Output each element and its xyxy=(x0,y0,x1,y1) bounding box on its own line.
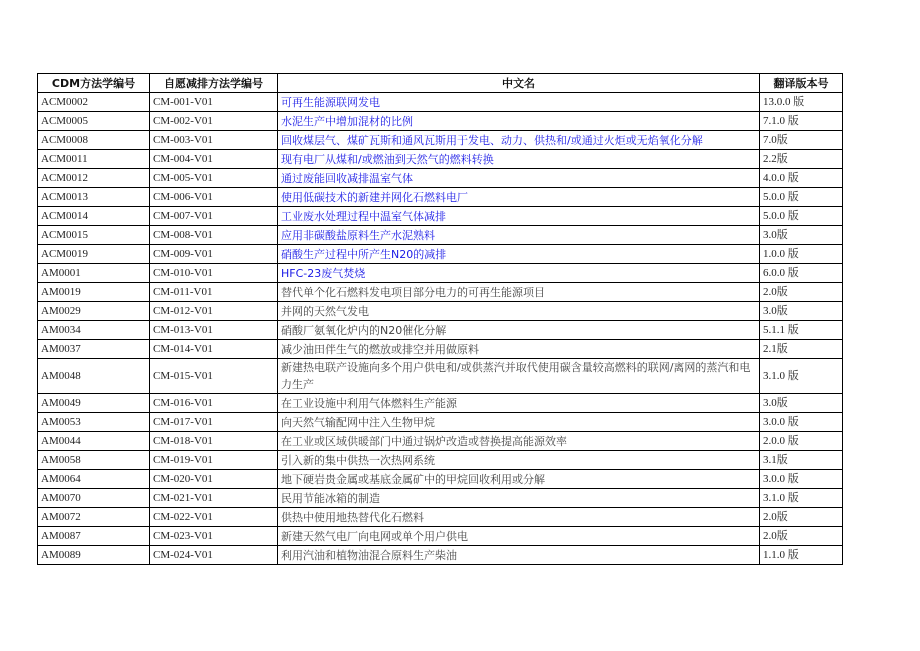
voluntary-number-cell: CM-014-V01 xyxy=(150,340,278,359)
translation-version-cell: 3.0.0 版 xyxy=(760,470,843,489)
table-row xyxy=(38,489,843,508)
methodology-name-cell: 并网的天然气发电 xyxy=(278,302,760,321)
cdm-number-cell: AM0049 xyxy=(38,394,150,413)
cdm-number-cell: ACM0011 xyxy=(38,150,150,169)
voluntary-number-cell: CM-009-V01 xyxy=(150,245,278,264)
voluntary-number-cell: CM-016-V01 xyxy=(150,394,278,413)
cdm-number-cell: ACM0014 xyxy=(38,207,150,226)
table-row xyxy=(38,321,843,340)
methodology-name-cell: 民用节能冰箱的制造 xyxy=(278,489,760,508)
table-row xyxy=(38,283,843,302)
methodology-name-link[interactable]: 现有电厂从煤和/或燃油到天然气的燃料转换 xyxy=(278,150,760,169)
methodology-table xyxy=(37,73,843,565)
translation-version-cell: 5.1.1 版 xyxy=(760,321,843,340)
translation-version-cell: 7.0版 xyxy=(760,131,843,150)
voluntary-number-cell: CM-005-V01 xyxy=(150,169,278,188)
header-chinese-name: 中文名 xyxy=(278,74,760,93)
table-body xyxy=(38,93,843,565)
table-row xyxy=(38,432,843,451)
voluntary-number-cell: CM-010-V01 xyxy=(150,264,278,283)
translation-version-cell: 1.1.0 版 xyxy=(760,546,843,565)
methodology-name-cell: 供热中使用地热替代化石燃料 xyxy=(278,508,760,527)
methodology-name-cell: 减少油田伴生气的燃放或排空并用做原料 xyxy=(278,340,760,359)
translation-version-cell: 3.1.0 版 xyxy=(760,489,843,508)
cdm-number-cell: ACM0019 xyxy=(38,245,150,264)
translation-version-cell: 2.0版 xyxy=(760,283,843,302)
voluntary-number-cell: CM-002-V01 xyxy=(150,112,278,131)
voluntary-number-cell: CM-018-V01 xyxy=(150,432,278,451)
table-row xyxy=(38,245,843,264)
methodology-name-cell: 在工业设施中利用气体燃料生产能源 xyxy=(278,394,760,413)
voluntary-number-cell: CM-007-V01 xyxy=(150,207,278,226)
methodology-name-cell: 新建天然气电厂向电网或单个用户供电 xyxy=(278,527,760,546)
methodology-name-cell: 新建热电联产设施向多个用户供电和/或供蒸汽并取代使用碳含量较高燃料的联网/离网的蒸汽和电力生产 xyxy=(278,359,760,394)
table-row xyxy=(38,112,843,131)
cdm-number-cell: AM0089 xyxy=(38,546,150,565)
cdm-number-cell: ACM0005 xyxy=(38,112,150,131)
voluntary-number-cell: CM-022-V01 xyxy=(150,508,278,527)
voluntary-number-cell: CM-011-V01 xyxy=(150,283,278,302)
table-row xyxy=(38,359,843,394)
table-header-row xyxy=(38,74,843,93)
header-cdm-number: CDM方法学编号 xyxy=(38,74,150,93)
table-row xyxy=(38,394,843,413)
voluntary-number-cell: CM-020-V01 xyxy=(150,470,278,489)
cdm-number-cell: AM0034 xyxy=(38,321,150,340)
voluntary-number-cell: CM-008-V01 xyxy=(150,226,278,245)
methodology-name-link[interactable]: 工业废水处理过程中温室气体减排 xyxy=(278,207,760,226)
table-row xyxy=(38,264,843,283)
cdm-number-cell: ACM0012 xyxy=(38,169,150,188)
table-row xyxy=(38,150,843,169)
voluntary-number-cell: CM-024-V01 xyxy=(150,546,278,565)
cdm-number-cell: ACM0013 xyxy=(38,188,150,207)
translation-version-cell: 2.0版 xyxy=(760,508,843,527)
cdm-number-cell: AM0019 xyxy=(38,283,150,302)
voluntary-number-cell: CM-023-V01 xyxy=(150,527,278,546)
cdm-number-cell: AM0072 xyxy=(38,508,150,527)
methodology-name-link[interactable]: 应用非碳酸盐原料生产水泥熟料 xyxy=(278,226,760,245)
table-row xyxy=(38,413,843,432)
methodology-name-cell: 硝酸厂氨氧化炉内的N20催化分解 xyxy=(278,321,760,340)
translation-version-cell: 13.0.0 版 xyxy=(760,93,843,112)
methodology-name-link[interactable]: 硝酸生产过程中所产生N20的减排 xyxy=(278,245,760,264)
table-row xyxy=(38,188,843,207)
cdm-number-cell: AM0048 xyxy=(38,359,150,394)
methodology-name-cell: 利用汽油和植物油混合原料生产柴油 xyxy=(278,546,760,565)
table-row xyxy=(38,93,843,112)
cdm-number-cell: AM0044 xyxy=(38,432,150,451)
translation-version-cell: 5.0.0 版 xyxy=(760,207,843,226)
voluntary-number-cell: CM-003-V01 xyxy=(150,131,278,150)
cdm-number-cell: AM0087 xyxy=(38,527,150,546)
voluntary-number-cell: CM-004-V01 xyxy=(150,150,278,169)
methodology-name-cell: 向天然气输配网中注入生物甲烷 xyxy=(278,413,760,432)
voluntary-number-cell: CM-019-V01 xyxy=(150,451,278,470)
translation-version-cell: 2.2版 xyxy=(760,150,843,169)
table-row xyxy=(38,470,843,489)
table-row xyxy=(38,451,843,470)
cdm-number-cell: AM0001 xyxy=(38,264,150,283)
methodology-name-link[interactable]: 通过废能回收减排温室气体 xyxy=(278,169,760,188)
cdm-number-cell: AM0070 xyxy=(38,489,150,508)
methodology-name-link[interactable]: 回收煤层气、煤矿瓦斯和通风瓦斯用于发电、动力、供热和/或通过火炬或无焰氧化分解 xyxy=(278,131,760,150)
voluntary-number-cell: CM-006-V01 xyxy=(150,188,278,207)
table-row xyxy=(38,207,843,226)
header-translation-version: 翻译版本号 xyxy=(760,74,843,93)
methodology-name-link[interactable]: 可再生能源联网发电 xyxy=(278,93,760,112)
translation-version-cell: 2.0.0 版 xyxy=(760,432,843,451)
methodology-name-cell: 地下硬岩贵金属或基底金属矿中的甲烷回收利用或分解 xyxy=(278,470,760,489)
methodology-name-cell: 在工业或区域供暖部门中通过锅炉改造或替换提高能源效率 xyxy=(278,432,760,451)
translation-version-cell: 6.0.0 版 xyxy=(760,264,843,283)
voluntary-number-cell: CM-013-V01 xyxy=(150,321,278,340)
translation-version-cell: 5.0.0 版 xyxy=(760,188,843,207)
translation-version-cell: 2.0版 xyxy=(760,527,843,546)
table-row xyxy=(38,131,843,150)
voluntary-number-cell: CM-015-V01 xyxy=(150,359,278,394)
translation-version-cell: 1.0.0 版 xyxy=(760,245,843,264)
cdm-number-cell: ACM0008 xyxy=(38,131,150,150)
translation-version-cell: 3.1.0 版 xyxy=(760,359,843,394)
table-row xyxy=(38,527,843,546)
methodology-name-link[interactable]: 水泥生产中增加混材的比例 xyxy=(278,112,760,131)
methodology-name-link[interactable]: HFC-23废气焚烧 xyxy=(278,264,760,283)
translation-version-cell: 3.0版 xyxy=(760,394,843,413)
table-row xyxy=(38,226,843,245)
cdm-number-cell: AM0053 xyxy=(38,413,150,432)
cdm-number-cell: ACM0002 xyxy=(38,93,150,112)
table-row xyxy=(38,169,843,188)
methodology-name-cell: 引入新的集中供热一次热网系统 xyxy=(278,451,760,470)
translation-version-cell: 3.0版 xyxy=(760,226,843,245)
cdm-number-cell: ACM0015 xyxy=(38,226,150,245)
voluntary-number-cell: CM-017-V01 xyxy=(150,413,278,432)
methodology-name-link[interactable]: 使用低碳技术的新建并网化石燃料电厂 xyxy=(278,188,760,207)
table-row xyxy=(38,546,843,565)
table-row xyxy=(38,302,843,321)
voluntary-number-cell: CM-021-V01 xyxy=(150,489,278,508)
translation-version-cell: 2.1版 xyxy=(760,340,843,359)
header-voluntary-number: 自愿减排方法学编号 xyxy=(150,74,278,93)
table-row xyxy=(38,340,843,359)
voluntary-number-cell: CM-001-V01 xyxy=(150,93,278,112)
translation-version-cell: 4.0.0 版 xyxy=(760,169,843,188)
cdm-number-cell: AM0064 xyxy=(38,470,150,489)
table-row xyxy=(38,508,843,527)
cdm-number-cell: AM0037 xyxy=(38,340,150,359)
translation-version-cell: 3.1版 xyxy=(760,451,843,470)
methodology-name-cell: 替代单个化石燃料发电项目部分电力的可再生能源项目 xyxy=(278,283,760,302)
cdm-number-cell: AM0058 xyxy=(38,451,150,470)
cdm-number-cell: AM0029 xyxy=(38,302,150,321)
translation-version-cell: 3.0.0 版 xyxy=(760,413,843,432)
translation-version-cell: 7.1.0 版 xyxy=(760,112,843,131)
translation-version-cell: 3.0版 xyxy=(760,302,843,321)
voluntary-number-cell: CM-012-V01 xyxy=(150,302,278,321)
